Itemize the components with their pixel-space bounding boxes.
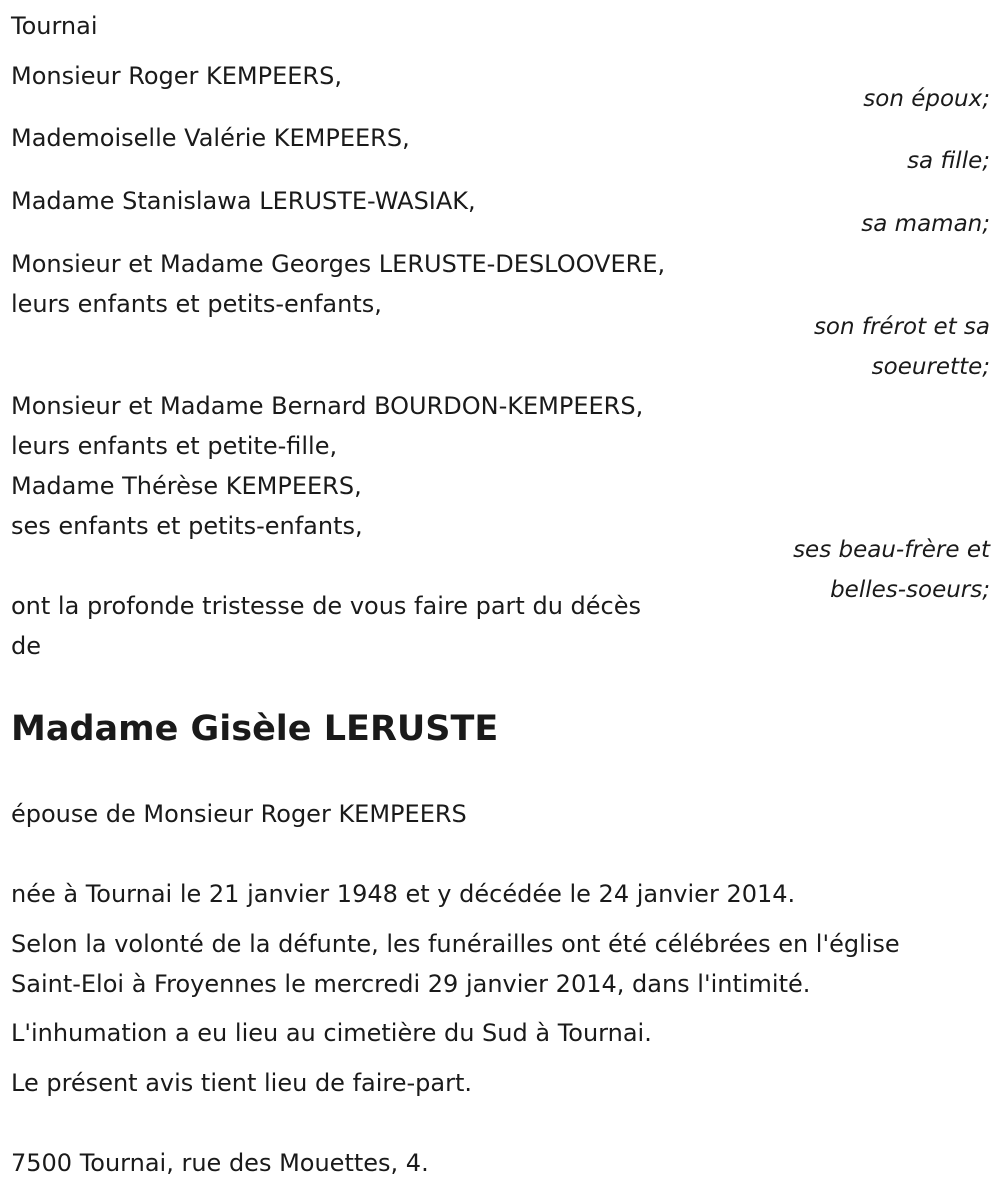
family-member-name: Monsieur Roger KEMPEERS, <box>11 62 342 90</box>
city-heading: Tournai <box>11 12 98 40</box>
burial-line: L'inhumation a eu lieu au cimetière du Sud à Tournai. <box>11 1019 652 1047</box>
spouse-line: épouse de Monsieur Roger KEMPEERS <box>11 800 467 828</box>
family-member-name: Monsieur et Madame Bernard BOURDON-KEMPEERS, <box>11 392 644 420</box>
notice-line: Le présent avis tient lieu de faire-part. <box>11 1069 473 1097</box>
family-member-name: ses enfants et petits-enfants, <box>11 512 363 540</box>
family-member-name: Mademoiselle Valérie KEMPEERS, <box>11 124 410 152</box>
family-member-relation: sa maman; <box>861 211 990 237</box>
family-member-relation: ses beau-frère et <box>793 537 990 563</box>
deceased-name: Madame Gisèle LERUSTE <box>11 709 499 749</box>
family-member-relation: son époux; <box>863 86 990 112</box>
birth-death-line: née à Tournai le 21 janvier 1948 et y décédée le 24 janvier 2014. <box>11 880 796 908</box>
family-member-relation: belles-soeurs; <box>830 577 990 603</box>
funeral-text: Saint-Eloi à Froyennes le mercredi 29 janvier 2014, dans l'intimité. <box>11 970 811 998</box>
family-member-name: Madame Stanislawa LERUSTE-WASIAK, <box>11 187 476 215</box>
family-member-name: Madame Thérèse KEMPEERS, <box>11 472 362 500</box>
announcement-text: ont la profonde tristesse de vous faire part du décès <box>11 592 641 620</box>
family-member-name: Monsieur et Madame Georges LERUSTE-DESLOOVERE, <box>11 250 666 278</box>
family-member-relation: sa fille; <box>907 148 990 174</box>
announcement-text: de <box>11 632 41 660</box>
family-member-relation: son frérot et sa <box>813 314 990 340</box>
funeral-text: Selon la volonté de la défunte, les funérailles ont été célébrées en l'église <box>11 930 900 958</box>
family-member-name: leurs enfants et petits-enfants, <box>11 290 382 318</box>
address-line: 7500 Tournai, rue des Mouettes, 4. <box>11 1149 429 1177</box>
family-member-relation: soeurette; <box>871 354 990 380</box>
family-member-name: leurs enfants et petite-fille, <box>11 432 338 460</box>
